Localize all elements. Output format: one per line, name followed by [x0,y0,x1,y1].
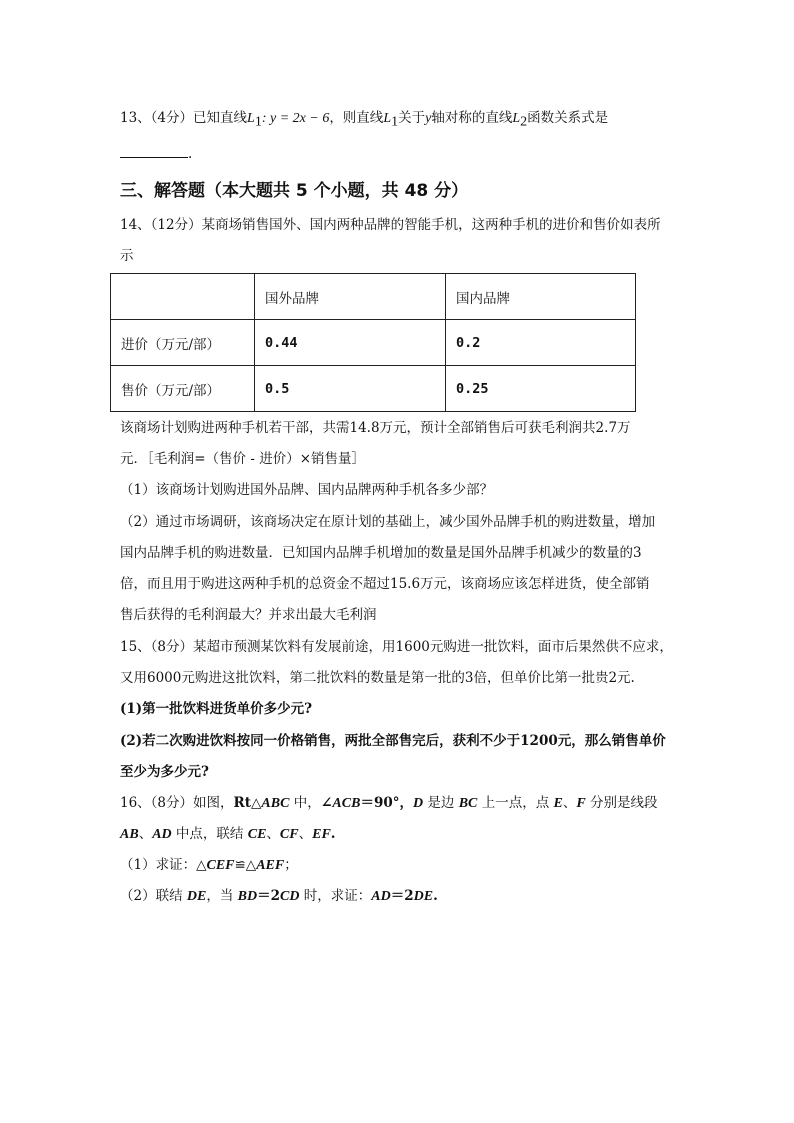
q16-triangle-symbol: △ [251,795,262,811]
q16-seg-ab: AB [120,827,139,842]
q16-p2-bd: BD [237,889,258,904]
q16-p2-de2: DE [413,889,434,904]
section-three-title: 三、解答题（本大题共 5 个小题，共 48 分） [120,181,469,201]
q16-line-2 [120,824,336,845]
q14-intro-line-2: 示 [120,248,134,264]
q16-p2-f: . [433,888,438,904]
q16-line-1 [120,793,657,814]
q16-p2-d: 时，求证： [299,888,372,904]
q13-l1b-label: L [383,111,392,126]
table-header-foreign: 国外品牌 [255,274,446,320]
table-header-empty [111,274,255,320]
q16-seg-ce: CE [247,827,267,842]
purchase-foreign: 0.44 [255,320,446,366]
q13-l2-label: L [512,111,521,126]
q14-after-line-2: 元．［毛利润=（售价 - 进价）×销售量］ [120,451,366,467]
q14-after-line-1: 该商场计划购进两种手机若干部，共需14.8万元，预计全部销售后可获毛利润共2.7万 [120,420,631,436]
q16-side-bc: BC [458,796,478,811]
table-header-domestic: 国内品牌 [446,274,636,320]
q16-l1-f: 上一点，点 [477,795,554,811]
q16-l2-b: 中点，联结 [171,826,248,842]
q13-end: 函数关系式是 [527,110,609,126]
q16-p1-b: ； [284,857,298,873]
q15-part2-line-2: 至少为多少元? [120,764,209,780]
price-table [110,273,636,412]
table-row [111,320,636,366]
q16-l1-g: 、 [562,795,577,811]
q16-l1-b: 中， [289,795,321,811]
q16-l1-e: 是边 [423,795,459,811]
sale-domestic: 0.25 [446,366,636,412]
q15-line-2: 又用6000元购进这批饮料，第二批饮料的数量是第一批的3倍，但单价比第一批贵2元. [120,670,635,686]
q16-p1-cong: ≌△ [234,857,257,873]
q16-l1-a: 16、（8分）如图， [120,795,234,811]
q16-rt: Rt [233,795,251,811]
q13-line [120,108,608,133]
q13-l1-equation: : y = 2x − 6 [261,111,330,126]
q13-axis: y [425,111,432,126]
row-label-purchase: 进价（万元/部） [111,320,255,366]
q16-p2-a: （2）联结 [120,888,187,904]
q13-period: . [188,146,193,162]
q14-intro-line-1: 14、（12分）某商场销售国外、国内两种品牌的智能手机，这两种手机的进价和售价如表所 [120,217,661,233]
q16-seg-ef: EF [312,827,331,842]
q16-p2-de: DE [186,889,207,904]
sale-foreign: 0.5 [255,366,446,412]
q14-part1: （1）该商场计划购进国外品牌、国内品牌两种手机各多少部？ [120,482,494,498]
q13-l1b-sub: 1 [391,114,399,130]
q13-prefix: 13、（4分）已知直线 [120,110,248,126]
q16-l2-c: 、 [266,826,280,842]
table-header-row [111,274,636,320]
q16-p1-a: （1）求证：△ [120,857,207,873]
row-label-sale: 售价（万元/部） [111,366,255,412]
q15-line-1: 15、（8分）某超市预测某饮料有发展前途，用1600元购进一批饮料，面市后果然供不应求， [120,639,673,655]
q16-point-e: E [553,796,563,811]
q16-abc: ABC [261,796,290,811]
purchase-domestic: 0.2 [446,320,636,366]
q16-part1 [120,855,298,876]
q13-middle: ，则直线 [329,110,384,126]
q13-suffix: 轴对称的直线 [431,110,513,126]
q15-part2-line-1: (2)若二次购进饮料按同一价格销售，两批全部售完后，获利不少于1200元，那么销售单价 [120,733,666,749]
q16-l2-a: 、 [138,826,153,842]
q16-part2 [120,886,438,907]
q13-answer-line [120,143,192,164]
q14-part2-line-4: 售后获得的毛利润最大？并求出最大毛利润 [120,607,377,623]
q16-p2-c: ＝2 [257,888,280,904]
q16-p2-e: ＝2 [390,888,414,904]
q16-angle: ∠ACB [320,796,361,811]
q13-about: 关于 [398,110,426,126]
q16-tri-aef: AEF [256,858,285,873]
q16-p2-b: ，当 [206,888,238,904]
q16-l2-e: . [330,826,336,842]
q16-point-f: F [576,796,586,811]
q13-l2-sub: 2 [520,114,528,130]
q16-point-d: D [413,796,424,811]
q16-l1-c: ＝90°， [360,795,413,811]
q14-part2-line-3: 倍，而且用于购进这两种手机的总资金不超过15.6万元，该商场应该怎样进货，使全部销 [120,576,650,592]
q14-part2-line-2: 国内品牌手机的购进数量．已知国内品牌手机增加的数量是国外品牌手机减少的数量的3 [120,545,642,561]
q13-l1-label: L [247,111,255,126]
q16-l1-h: 分别是线段 [585,795,658,811]
q16-l2-d: 、 [298,826,313,842]
table-row [111,366,636,412]
q16-seg-cf: CF [279,827,299,842]
q14-part2-line-1: （2）通过市场调研，该商场决定在原计划的基础上，减少国外品牌手机的购进数量，增加 [120,514,656,530]
q13-l1-sub: 1 [254,114,262,130]
q16-seg-ad: AD [152,827,172,842]
q16-p2-ad: AD [371,889,391,904]
q13-answer-blank[interactable] [120,143,188,158]
q16-tri-cef: CEF [206,858,235,873]
q16-p2-cd: CD [280,889,300,904]
q15-part1: (1)第一批饮料进货单价多少元? [120,701,313,717]
